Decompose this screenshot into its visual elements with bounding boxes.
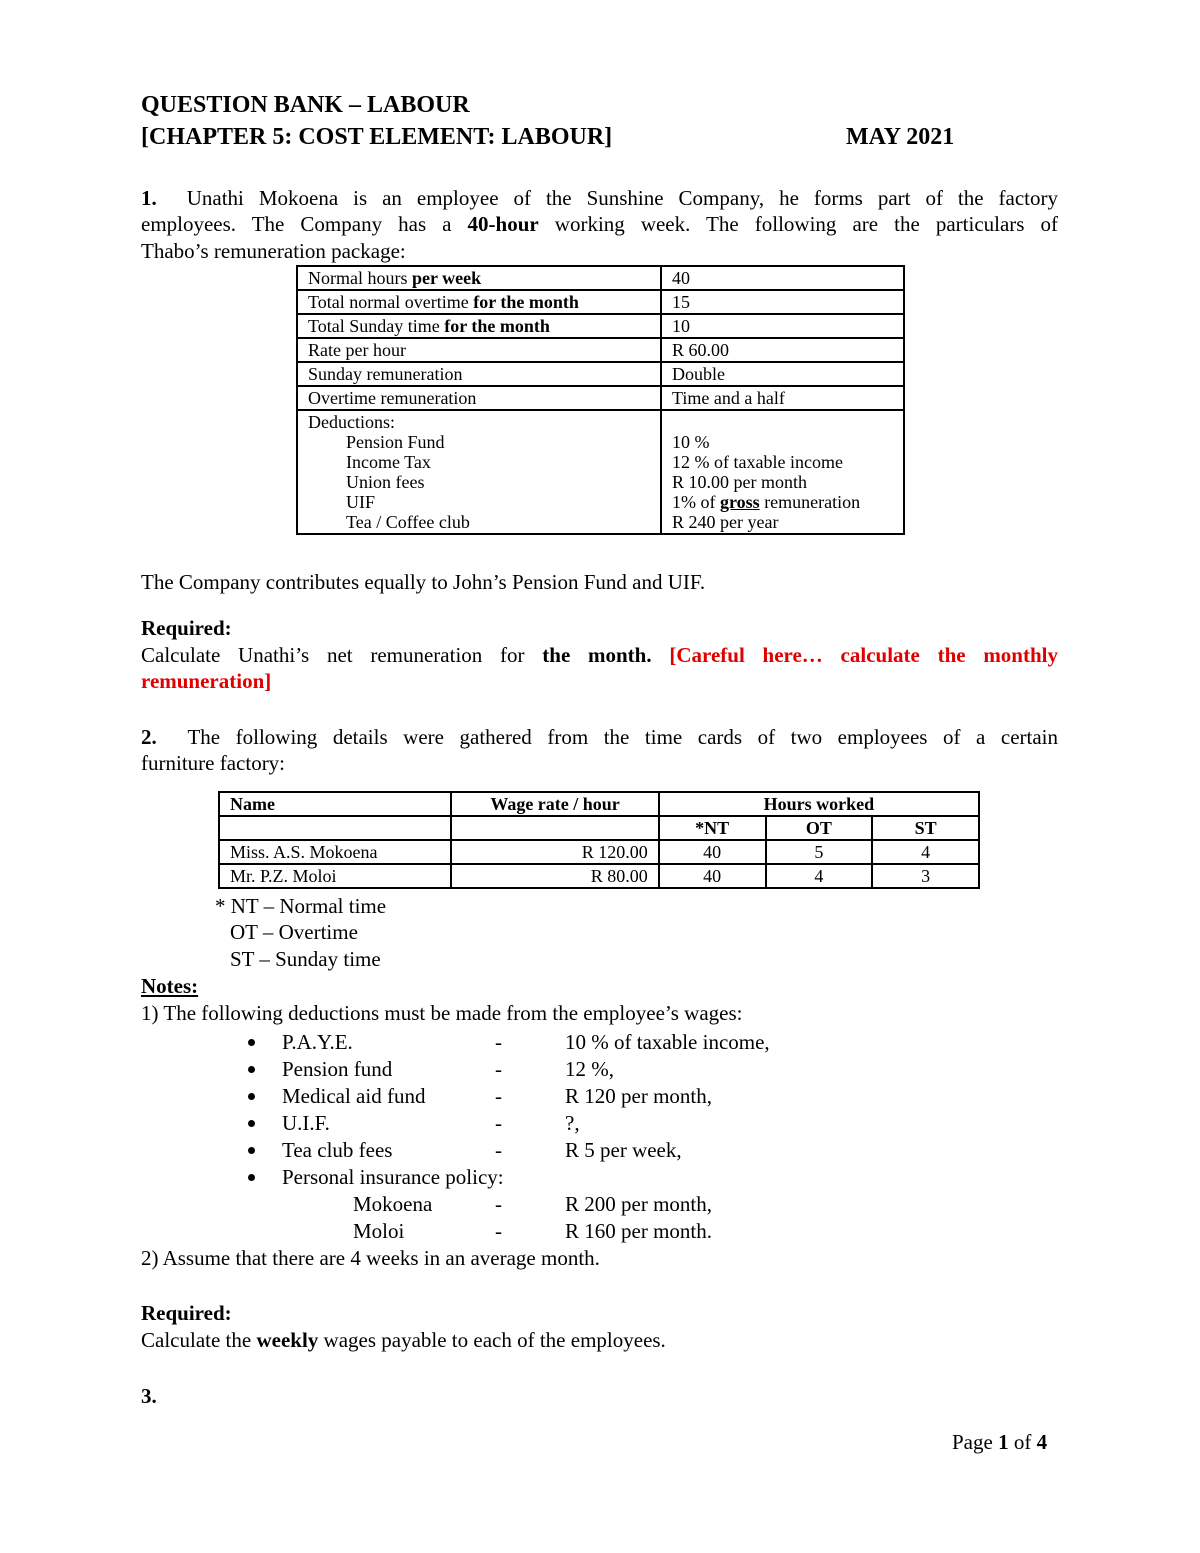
q2-required-text bbox=[141, 1327, 666, 1354]
q1-intro-text1: Unathi Mokoena is an employee of the Sunshine Company, he forms part of the factory bbox=[186, 186, 1058, 210]
q2-intro-text1: The following details were gathered from the time cards of two employees of a certain bbox=[187, 725, 1059, 749]
hours-st: 4 bbox=[872, 840, 979, 864]
q2-required-label: Required: bbox=[141, 1301, 232, 1325]
deduction-value: 12 %, bbox=[565, 1057, 614, 1081]
header-name: Name bbox=[219, 792, 451, 816]
deduction-dash: - bbox=[495, 1057, 502, 1081]
table-header-row bbox=[219, 792, 979, 816]
bullet-icon bbox=[248, 1093, 255, 1100]
deduction-name: Personal insurance policy: bbox=[282, 1165, 504, 1189]
q2-intro-line1 bbox=[141, 724, 1058, 751]
deduction-name: Union fees bbox=[346, 472, 425, 492]
q1-contribution: The Company contributes equally to John’s Pension Fund and UIF. bbox=[141, 570, 706, 594]
deductions-labels bbox=[297, 410, 661, 534]
notes-label: Notes: bbox=[141, 974, 199, 998]
bullet-icon bbox=[248, 1147, 255, 1154]
policy-value: R 160 per month. bbox=[565, 1219, 712, 1243]
policy-value: R 200 per month, bbox=[565, 1192, 712, 1216]
q2-required-b: wages payable to each of the employees. bbox=[318, 1328, 666, 1352]
bullet-icon bbox=[248, 1039, 255, 1046]
employee-name: Miss. A.S. Mokoena bbox=[219, 840, 451, 864]
label-text: Overtime remuneration bbox=[308, 388, 477, 408]
hours-nt: 40 bbox=[659, 840, 766, 864]
deductions-row bbox=[297, 410, 904, 534]
remuneration-value: R 60.00 bbox=[661, 338, 904, 362]
hours-ot: 5 bbox=[766, 840, 873, 864]
policy-dash: - bbox=[495, 1219, 502, 1243]
remuneration-label bbox=[297, 266, 661, 290]
remuneration-value: Time and a half bbox=[661, 386, 904, 410]
q1-required-line1 bbox=[141, 642, 1058, 669]
remuneration-row bbox=[297, 314, 904, 338]
subheader-empty bbox=[219, 816, 451, 840]
deduction-dash: - bbox=[495, 1030, 502, 1054]
hours-ot: 4 bbox=[766, 864, 873, 888]
legend-nt: * NT – Normal time bbox=[215, 894, 387, 918]
table-row bbox=[219, 840, 979, 864]
remuneration-label bbox=[297, 314, 661, 338]
legend-ot: OT – Overtime bbox=[230, 920, 358, 944]
remuneration-value: 40 bbox=[661, 266, 904, 290]
q1-required-text: Calculate Unathi’s net remuneration for bbox=[141, 643, 543, 667]
deduction-value: R 120 per month, bbox=[565, 1084, 712, 1108]
page-label: Page bbox=[952, 1430, 999, 1454]
remuneration-value: 15 bbox=[661, 290, 904, 314]
q1-intro-line1 bbox=[141, 185, 1058, 212]
deductions-values bbox=[661, 410, 904, 534]
remuneration-label bbox=[297, 386, 661, 410]
deduction-value-text: 1% of bbox=[672, 492, 720, 512]
q2-intro-line2: furniture factory: bbox=[141, 751, 286, 775]
deduction-value-text2: remuneration bbox=[759, 492, 861, 512]
remuneration-value: 10 bbox=[661, 314, 904, 338]
deductions-heading-spacer bbox=[672, 412, 893, 432]
header-hours: Hours worked bbox=[659, 792, 979, 816]
deduction-value: ?, bbox=[565, 1111, 580, 1135]
label-bold: per week bbox=[411, 268, 482, 288]
q1-number: 1. bbox=[141, 186, 157, 210]
policy-name: Mokoena bbox=[353, 1192, 433, 1216]
deduction-value-text: 10 % bbox=[672, 432, 710, 452]
deduction-value-bold: gross bbox=[720, 492, 760, 512]
deduction-name: Tea / Coffee club bbox=[346, 512, 470, 532]
bullet-icon bbox=[248, 1066, 255, 1073]
remuneration-row bbox=[297, 266, 904, 290]
hours-nt: 40 bbox=[659, 864, 766, 888]
deduction-value bbox=[672, 492, 893, 512]
deduction-dash: - bbox=[495, 1138, 502, 1162]
subheader-hours: ST bbox=[872, 816, 979, 840]
note-1: 1) The following deductions must be made from the employee’s wages: bbox=[141, 1001, 743, 1025]
remuneration-row bbox=[297, 290, 904, 314]
deduction-value bbox=[672, 472, 893, 492]
bullet-icon bbox=[248, 1120, 255, 1127]
page-current: 1 bbox=[998, 1430, 1009, 1454]
q1-required-bold: the month. bbox=[542, 643, 652, 667]
subheader-empty bbox=[451, 816, 658, 840]
q1-intro-bold: 40-hour bbox=[467, 212, 539, 236]
deduction-value bbox=[672, 432, 893, 452]
label-text: Total normal overtime bbox=[308, 292, 474, 312]
deduction-name: Medical aid fund bbox=[282, 1084, 426, 1108]
deduction-value-text: R 240 per year bbox=[672, 512, 779, 532]
table-subheader-row bbox=[219, 816, 979, 840]
page-number bbox=[952, 1429, 1047, 1456]
label-bold: for the month bbox=[444, 316, 550, 336]
date-heading: MAY 2021 bbox=[846, 124, 955, 150]
page-total: 4 bbox=[1036, 1430, 1048, 1454]
hours-st: 3 bbox=[872, 864, 979, 888]
deduction-name: U.I.F. bbox=[282, 1111, 330, 1135]
deduction-value bbox=[672, 512, 893, 532]
q3-number: 3. bbox=[141, 1384, 157, 1408]
legend-st: ST – Sunday time bbox=[230, 947, 381, 971]
q1-careful-note: [Careful here… calculate the monthly bbox=[669, 643, 1058, 667]
policy-name: Moloi bbox=[353, 1219, 405, 1243]
q1-careful-note-line2: remuneration] bbox=[141, 669, 272, 693]
deduction-value: R 5 per week, bbox=[565, 1138, 682, 1162]
wage-rate: R 80.00 bbox=[451, 864, 658, 888]
remuneration-table bbox=[296, 265, 905, 535]
deduction-name: Pension fund bbox=[282, 1057, 393, 1081]
deduction-dash: - bbox=[495, 1111, 502, 1135]
q1-intro-line2 bbox=[141, 211, 1058, 238]
chapter-heading: [CHAPTER 5: COST ELEMENT: LABOUR] bbox=[141, 124, 613, 150]
employee-name: Mr. P.Z. Moloi bbox=[219, 864, 451, 888]
label-text: Rate per hour bbox=[308, 340, 406, 360]
q1-intro-text2a: employees. The Company has a bbox=[141, 212, 468, 236]
q1-required-label: Required: bbox=[141, 616, 232, 640]
q2-required-a: Calculate the bbox=[141, 1328, 257, 1352]
deduction-name: Pension Fund bbox=[346, 432, 445, 452]
subheader-hours: *NT bbox=[659, 816, 766, 840]
remuneration-label bbox=[297, 362, 661, 386]
remuneration-label bbox=[297, 338, 661, 362]
remuneration-row bbox=[297, 362, 904, 386]
remuneration-row bbox=[297, 338, 904, 362]
table-row bbox=[219, 864, 979, 888]
remuneration-row bbox=[297, 386, 904, 410]
remuneration-value: Double bbox=[661, 362, 904, 386]
note-2: 2) Assume that there are 4 weeks in an average month. bbox=[141, 1246, 600, 1270]
q2-required-bold: weekly bbox=[256, 1328, 319, 1352]
remuneration-label bbox=[297, 290, 661, 314]
bullet-icon bbox=[248, 1174, 255, 1181]
wage-rate: R 120.00 bbox=[451, 840, 658, 864]
q1-intro-line3: Thabo’s remuneration package: bbox=[141, 239, 406, 263]
deduction-name: Tea club fees bbox=[282, 1138, 393, 1162]
deduction-name: UIF bbox=[346, 492, 376, 512]
deduction-name: P.A.Y.E. bbox=[282, 1030, 353, 1054]
label-text: Normal hours bbox=[308, 268, 412, 288]
deduction-name: Income Tax bbox=[346, 452, 431, 472]
time-cards-table bbox=[218, 791, 980, 889]
deduction-value bbox=[672, 452, 893, 472]
deduction-value-text: R 10.00 per month bbox=[672, 472, 807, 492]
subheader-hours: OT bbox=[766, 816, 873, 840]
deduction-value: 10 % of taxable income, bbox=[565, 1030, 770, 1054]
label-text: Sunday remuneration bbox=[308, 364, 463, 384]
page-title: QUESTION BANK – LABOUR bbox=[141, 92, 470, 118]
header-rate: Wage rate / hour bbox=[451, 792, 658, 816]
deduction-dash: - bbox=[495, 1084, 502, 1108]
policy-dash: - bbox=[495, 1192, 502, 1216]
deductions-heading: Deductions: bbox=[308, 412, 395, 432]
q2-number: 2. bbox=[141, 725, 157, 749]
label-bold: for the month bbox=[473, 292, 579, 312]
q1-intro-text2b: working week. The following are the particulars of bbox=[538, 212, 1058, 236]
label-text: Total Sunday time bbox=[308, 316, 445, 336]
page-of: of bbox=[1008, 1430, 1037, 1454]
deduction-value-text: 12 % of taxable income bbox=[672, 452, 843, 472]
